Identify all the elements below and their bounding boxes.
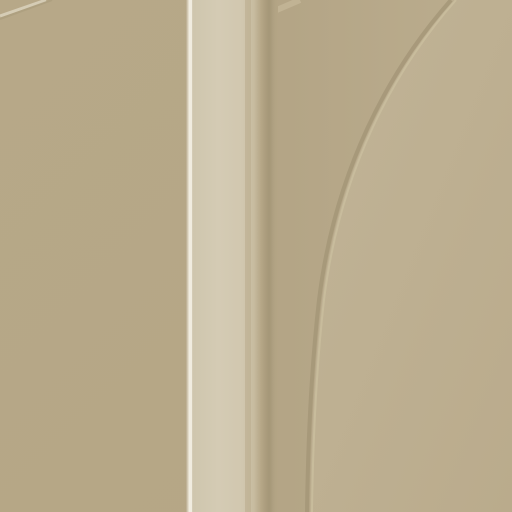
pilaster-highlight-line	[189, 0, 192, 512]
pilaster-right-shadow	[262, 0, 278, 512]
pilaster-groove	[245, 0, 251, 512]
